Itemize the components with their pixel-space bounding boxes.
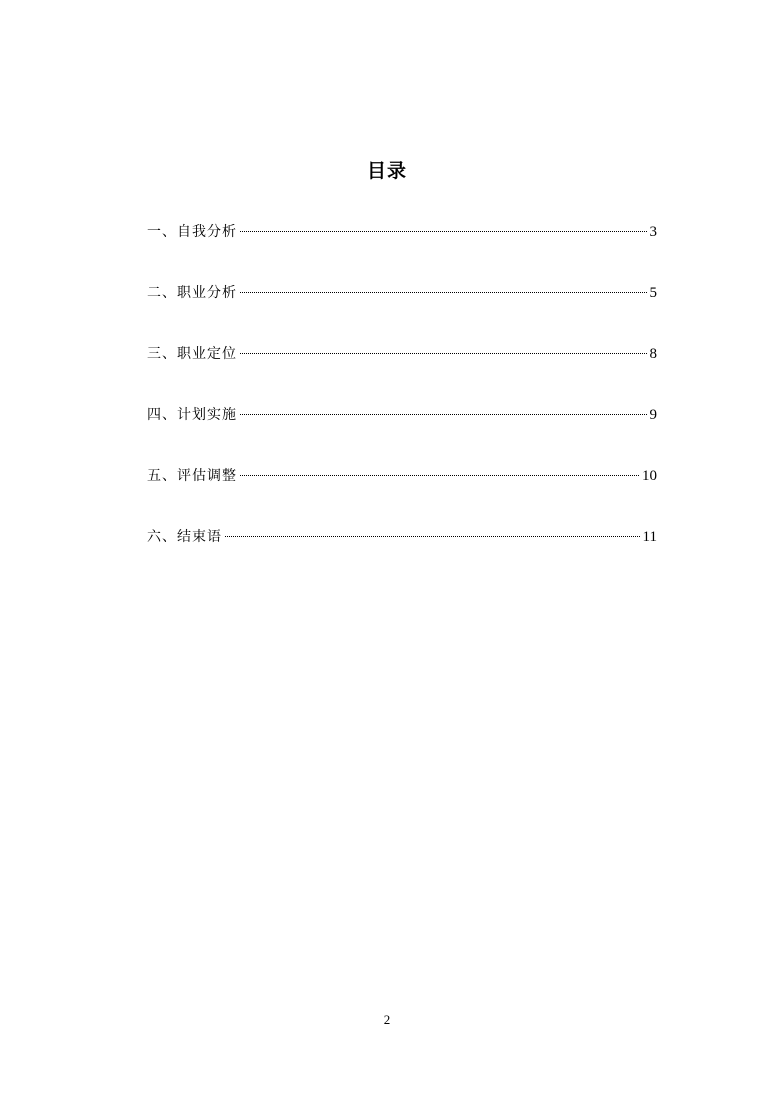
toc-title: 目录 xyxy=(366,160,407,182)
toc-entry-label: 五、评估调整 xyxy=(147,468,237,484)
toc-dot-leader xyxy=(240,475,639,476)
toc-dot-leader xyxy=(240,353,647,354)
toc-list xyxy=(147,222,657,588)
toc-entry-page: 10 xyxy=(642,468,657,484)
toc-entry-career-positioning[interactable] xyxy=(147,344,657,405)
toc-entry-page: 8 xyxy=(649,346,657,362)
toc-entry-plan-implementation[interactable] xyxy=(147,405,657,466)
toc-dot-leader xyxy=(240,231,647,232)
toc-entry-label: 四、计划实施 xyxy=(147,407,237,423)
toc-entry-evaluation-adjustment[interactable] xyxy=(147,466,657,527)
toc-entry-label: 二、职业分析 xyxy=(147,285,237,301)
toc-entry-career-analysis[interactable] xyxy=(147,283,657,344)
toc-entry-label: 三、职业定位 xyxy=(147,346,237,362)
toc-entry-page: 9 xyxy=(649,407,657,423)
toc-entry-conclusion[interactable] xyxy=(147,527,657,588)
toc-dot-leader xyxy=(240,292,647,293)
toc-entry-page: 5 xyxy=(649,285,657,301)
toc-entry-page: 11 xyxy=(642,529,657,545)
toc-entry-page: 3 xyxy=(649,224,657,240)
toc-entry-self-analysis[interactable] xyxy=(147,222,657,283)
page-number: 2 xyxy=(383,1012,391,1027)
toc-entry-label: 六、结束语 xyxy=(147,529,222,545)
toc-dot-leader xyxy=(240,414,647,415)
toc-entry-label: 一、自我分析 xyxy=(147,224,237,240)
toc-dot-leader xyxy=(225,536,640,537)
